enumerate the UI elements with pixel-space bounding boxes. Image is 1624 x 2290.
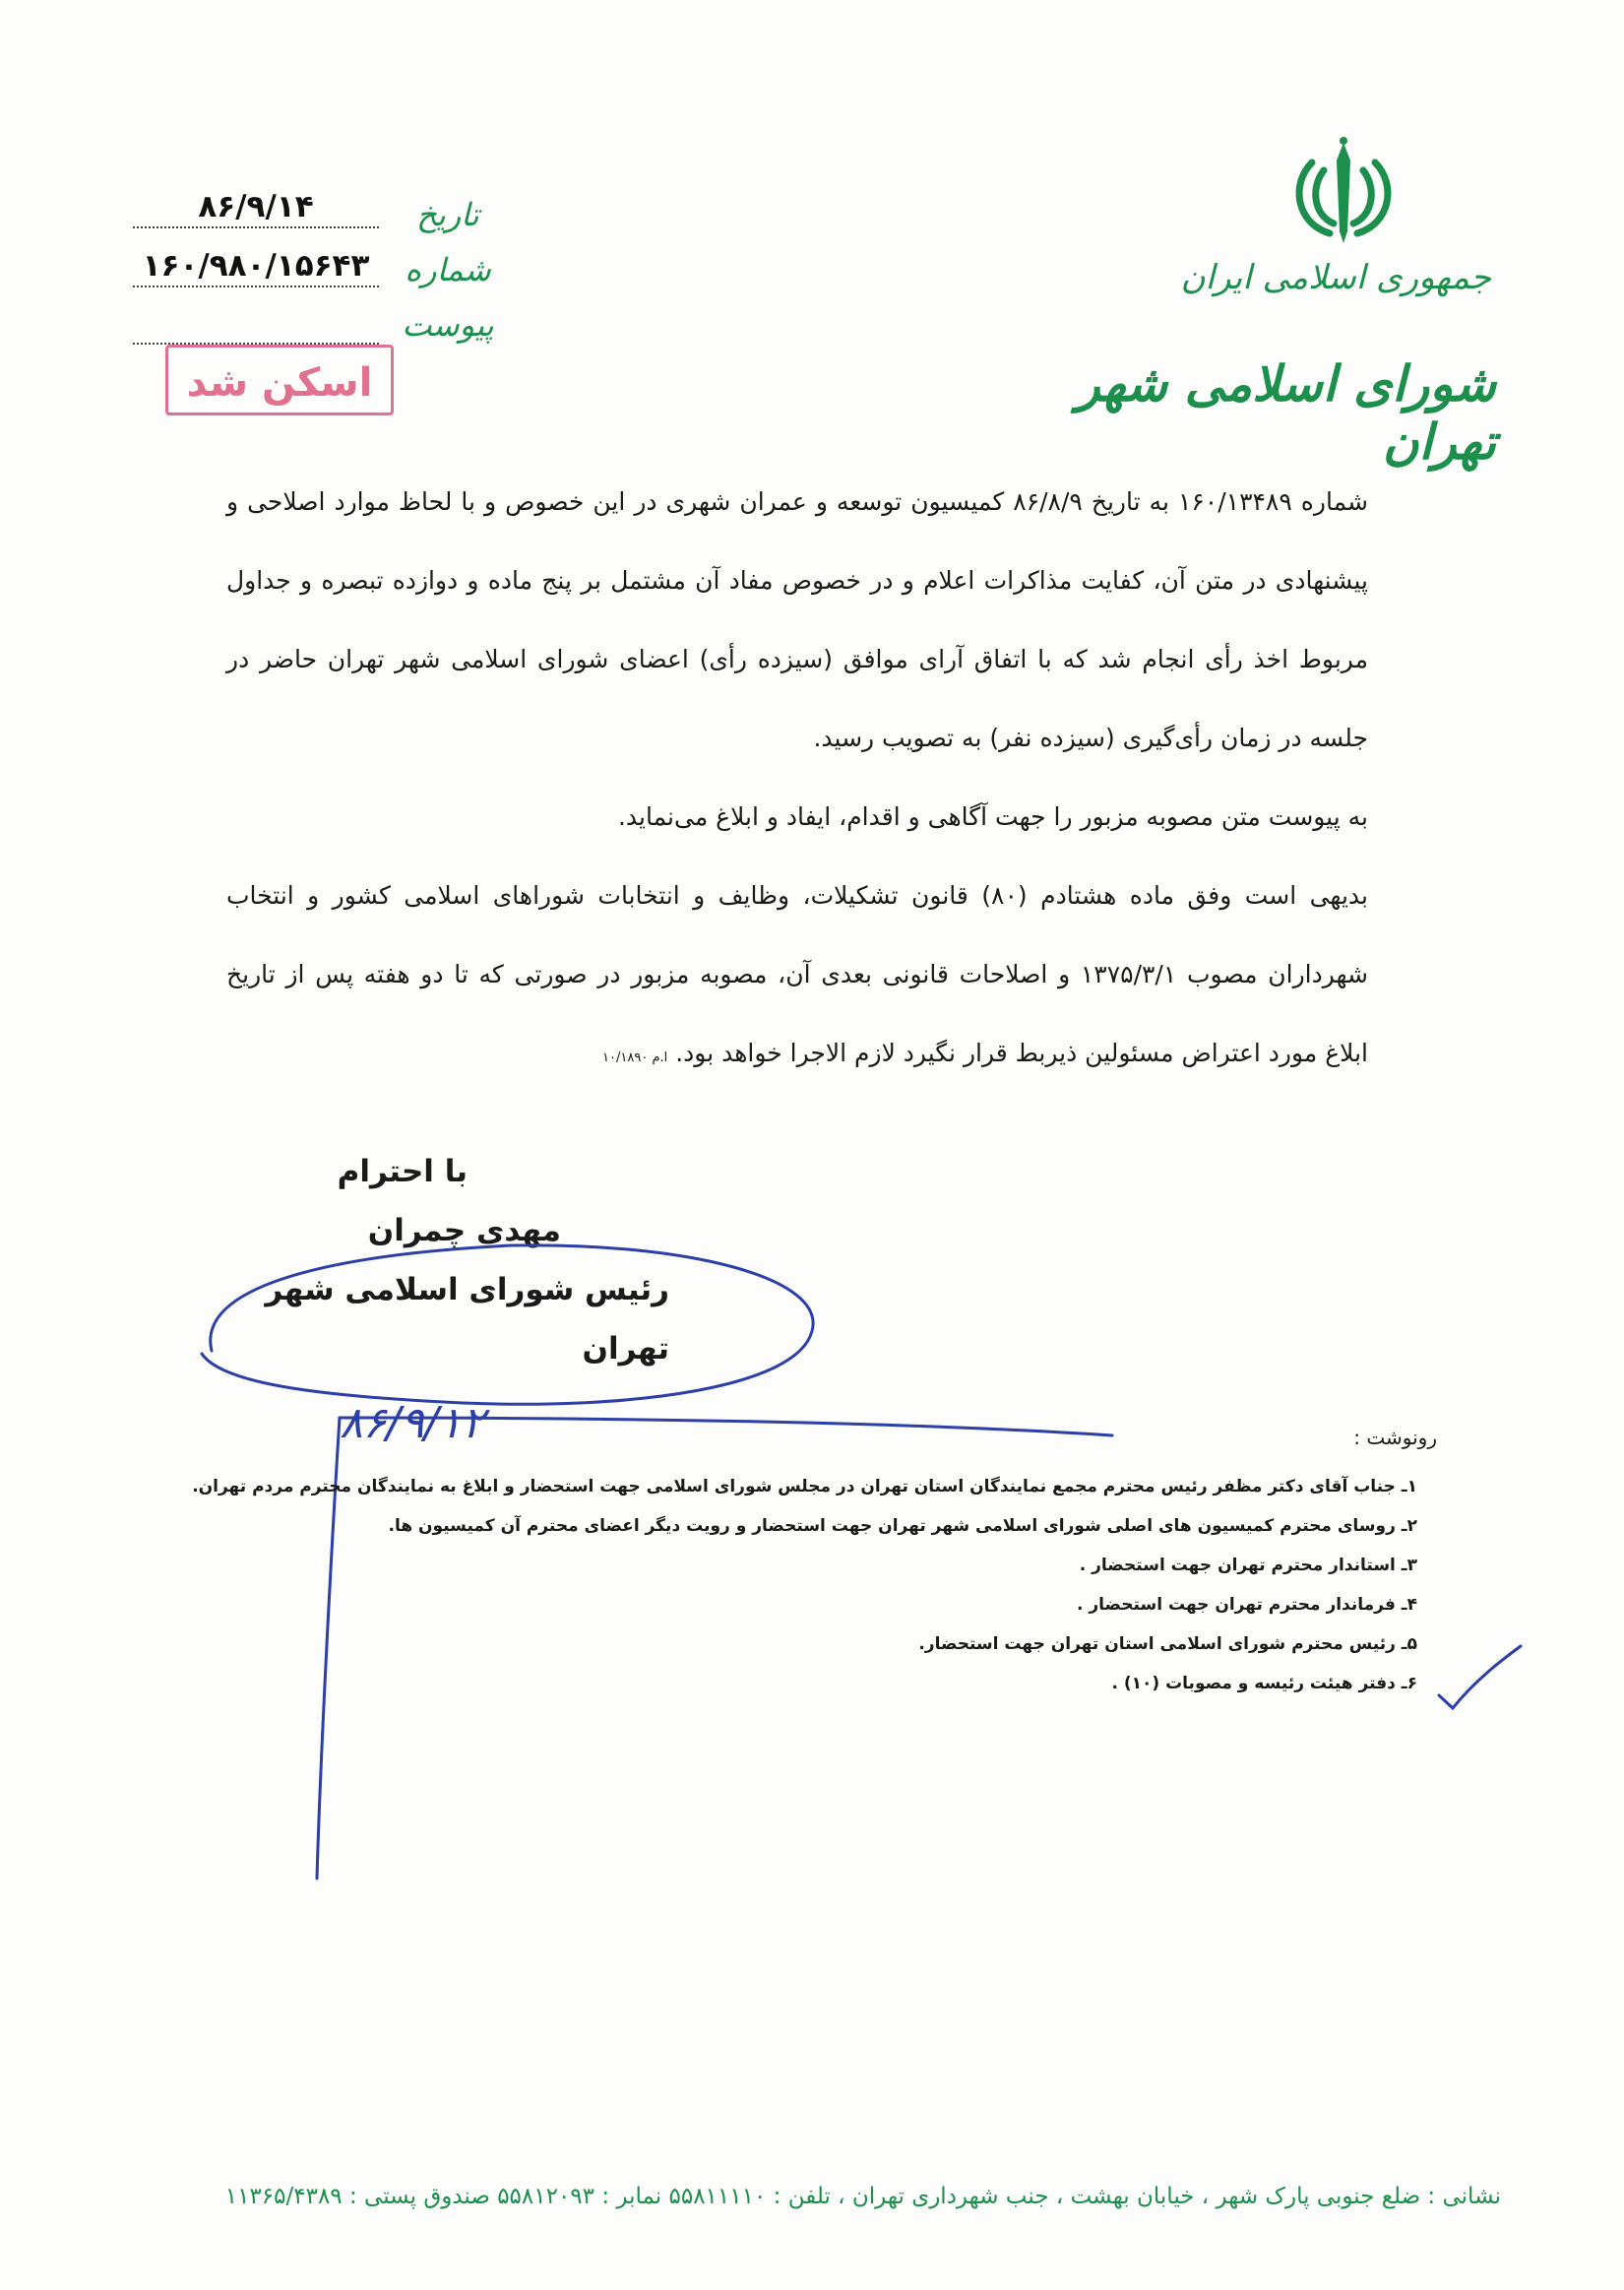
number-value: ۱۶۰/۹۸۰/۱۵۶۴۳ — [133, 248, 379, 287]
body-paragraph-1: شماره ۱۶۰/۱۳۴۸۹ به تاریخ ۸۶/۸/۹ کمیسیون توسعه و عمران شهری در این خصوص و با لحاظ موارد اصلاحی و پیشنهادی در متن آن، کفایت مذاکرات اعلام و در خصوص مفاد آن مشتمل بر پنج ماده و دوازده تبصره و جداول مربوط اخذ رأی انجام شد که با اتفاق آرای موافق (سیزده رأی) اعضای شورای اسلامی شهر تهران حاضر در جلسه در زمان رأی‌گیری (سیزده نفر) به تصویب رسید. — [226, 487, 1368, 752]
council-title: شورای اسلامی شهر تهران — [1076, 354, 1496, 471]
body-paragraph-3 — [226, 857, 1368, 1098]
cc-item: ۳ـ استاندار محترم تهران جهت استحضار . — [1079, 1556, 1417, 1575]
cc-item: ۴ـ فرماندار محترم تهران جهت استحضار . — [1077, 1595, 1417, 1615]
iran-emblem-icon — [1284, 133, 1403, 251]
cc-item: ۲ـ روسای محترم کمیسیون های اصلی شورای اسلامی شهر تهران جهت استحضار و رویت دیگر اعضای محترم آن کمیسیون ها. — [388, 1516, 1417, 1536]
scanned-stamp: اسکن شد — [165, 345, 394, 415]
number-label: شماره — [405, 251, 491, 288]
footer-address: نشانی : ضلع جنوبی پارک شهر ، خیابان بهشت ، جنب شهرداری تهران ، تلفن : ۵۵۸۱۱۱۱۰ نمابر : ۵۵۸۱۲۰۹۳ صندوق پستی : ۱۱۳۶۵/۴۳۸۹ — [224, 2184, 1501, 2209]
closing: با احترام — [337, 1154, 468, 1189]
checkmark-icon — [1439, 1646, 1521, 1708]
signer-name: مهدی چمران — [367, 1213, 561, 1248]
cc-title: رونوشت : — [1353, 1426, 1437, 1449]
republic-title: جمهوری اسلامی ایران — [1180, 258, 1491, 297]
reference-note: ا.م ۱۰/۱۸۹۰ — [602, 1050, 668, 1065]
body-paragraph-3-text: بدیهی است وفق ماده هشتادم (۸۰) قانون تشکیلات، وظایف و انتخابات شوراهای اسلامی کشور و انتخاب شهرداران مصوب ۱۳۷۵/۳/۱ و اصلاحات قانونی بعدی آن، مصوبه مزبور در صورتی که تا دو هفته پس از تاریخ ابلاغ مورد اعتراض مسئولین ذیربط قرار نگیرد لازم الاجرا خواهد بود. — [226, 881, 1368, 1067]
signature-block — [226, 1142, 718, 1378]
meta-labels — [399, 187, 497, 352]
cc-list — [192, 1467, 1417, 1703]
cc-item: ۵ـ رئیس محترم شورای اسلامی استان تهران جهت استحضار. — [918, 1634, 1417, 1654]
letter-body — [226, 463, 1368, 1098]
date-label: تاریخ — [416, 196, 479, 233]
body-paragraph-2: به پیوست متن مصوبه مزبور را جهت آگاهی و اقدام، ایفاد و ابلاغ می‌نماید. — [617, 802, 1368, 831]
cc-item: ۱ـ جناب آقای دکتر مظفر رئیس محترم مجمع نمایندگان استان تهران در مجلس شورای اسلامی جهت استحضار و ابلاغ به نمایندگان محترم مردم تهران. — [192, 1477, 1417, 1496]
attachment-label: پیوست — [402, 306, 494, 344]
cc-item: ۶ـ دفتر هیئت رئیسه و مصوبات (۱۰) . — [1111, 1674, 1417, 1693]
handwritten-date: ۸۶/۹/۱۲ — [340, 1398, 485, 1448]
date-value: ۸۶/۹/۱۴ — [133, 189, 379, 228]
signer-role: رئیس شورای اسلامی شهر تهران — [265, 1272, 669, 1367]
signature-line-icon — [340, 1418, 1112, 1435]
